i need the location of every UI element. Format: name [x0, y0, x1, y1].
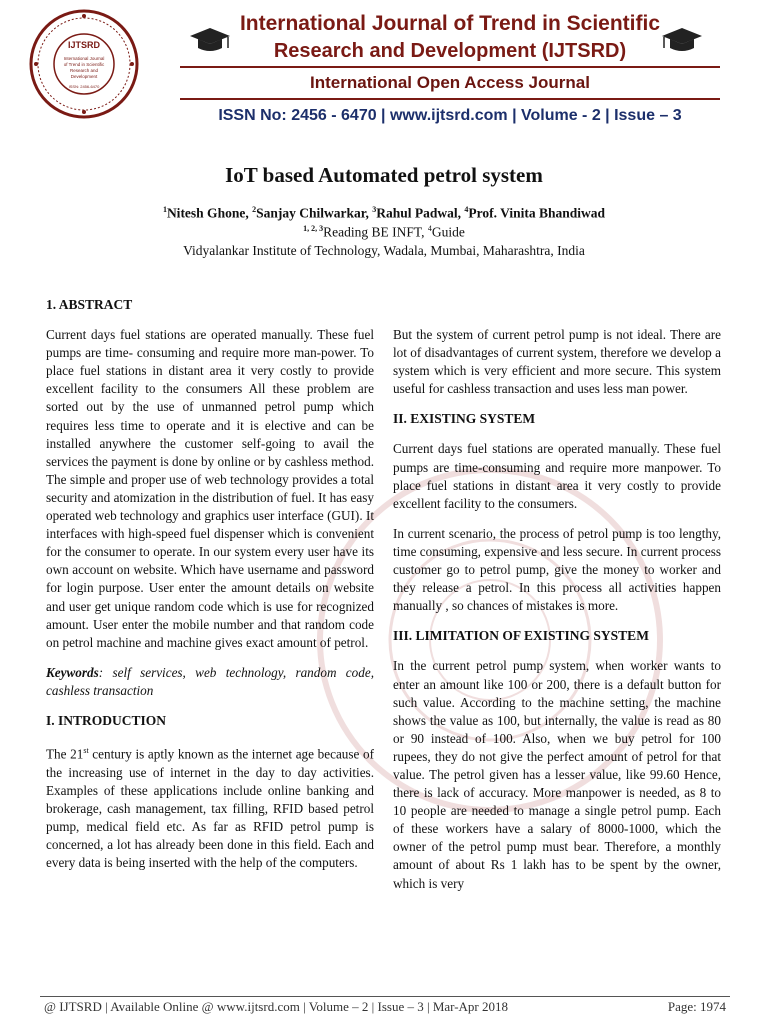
page-number: Page: 1974	[667, 999, 726, 1014]
paper-title: IoT based Automated petrol system	[225, 163, 543, 187]
svg-text:IJTSRD: IJTSRD	[67, 40, 101, 50]
author-name: Prof. Vinita Bhandiwad	[468, 205, 606, 221]
intro-text-pre: The 21	[46, 746, 84, 762]
existing-system-text: In current scenario, the process of petrol pump is too lengthy, time consuming, expensive and less secure. In current process customer go to petrol pump, give the money to worker and they release a petrol. In this process all activities happen manually , so chances of mistakes is more.	[393, 525, 721, 614]
intro-text	[46, 742, 374, 872]
svg-text:of Trend in Scientific: of Trend in Scientific	[63, 62, 105, 67]
intro-text-sup: st	[83, 746, 89, 756]
limitation-text: In the current petrol pump system, when worker wants to enter an amount like 100 or 200, there is a default button for such value. According to the machine setting, the machine shows the value as 100, but internally, the value is read as 80 or 90 instead of 100. Also, when we buy petrol for 100 rupees, they do not give the perfect amount of petrol for that value. The petrol given has a lesser value, like 99.60 Hence, there is lack of accuracy. More manpower is needed, as 8 to 10 people are needed to manage a single petrol pump. Each of these workers have a salary of 8000-1000, which the owner of the petrol pump must bear. Therefore, a monthly amount of about Rs 1 lakh has to be spent by the owner, which is very	[393, 658, 721, 891]
abstract-heading: 1. ABSTRACT	[46, 297, 133, 312]
page-footer	[40, 996, 730, 1017]
affil-sup: 1, 2, 3	[303, 224, 324, 233]
existing-system-heading: II. EXISTING SYSTEM	[393, 411, 536, 427]
journal-title-line1: International Journal of Trend in Scientific	[239, 12, 661, 35]
header-divider	[180, 66, 720, 68]
author-affiliation	[0, 224, 768, 241]
author-sup: 1	[162, 205, 167, 214]
author-name: Rahul Padwal,	[376, 205, 465, 221]
intro-heading: I. INTRODUCTION	[46, 712, 167, 728]
keywords-label: Keywords	[46, 664, 99, 680]
svg-text:ISSN: 2456-6470: ISSN: 2456-6470	[68, 84, 100, 89]
left-column	[46, 296, 374, 884]
svg-text:Research and: Research and	[69, 68, 99, 73]
journal-seal-logo	[28, 8, 140, 120]
author-sup: 2	[252, 205, 257, 214]
affil-text: Reading BE INFT,	[323, 224, 428, 240]
intro-text-post: century is aptly known as the internet age because of the increasing use of internet in the day to day activities. Examples of these applications include online banking and brokerage, cash management, tax filling, RFID based petrol pump, medical field etc. As far as RFID petrol pump is concerned, a lot has already been done in this field. Each and every data is being inserted with the help of the computers.	[46, 746, 374, 871]
journal-header	[0, 0, 768, 140]
svg-text:Development: Development	[70, 74, 98, 79]
right-column	[393, 326, 721, 905]
footer-info: @ IJTSRD | Available Online @ www.ijtsrd.com | Volume – 2 | Issue – 3 | Mar-Apr 2018	[44, 999, 509, 1014]
existing-system-text: Current days fuel stations are operated manually. These fuel pumps are time-consuming and require more manpower. To place fuel stations in distant area it very costly to provide excellent facility to the consumers.	[393, 441, 721, 511]
affil-sup: 4	[427, 224, 432, 233]
keywords-text: : self services, web technology, random code, cashless transaction	[46, 664, 374, 698]
abstract-text: Current days fuel stations are operated manually. These fuel pumps are time- consuming and require more man-power. To place fuel stations in distant area it very costly to provide excellent facility to the consumers All these problem are sorted out by the use of unmanned petrol pump which requires less time to operate and it is elective and can be installed anywhere the customer self-going to avail the services the payment is done by online or by cashless method. The simple and proper use of web technology provides a total security and atomization in the distribution of fuel. It has easy operated web technology and graphics user interface (GUI). It interfaces with high-speed fuel dispenser which is convenient for the consumer to operate. In our system every user have its own account on website. Which have username and password for login purpose. User enter the amount details on website and user get unique random code which is use for recognized amount. User enter the mobile number and that random code on petrol machine and machine gives exact amount of petrol.	[46, 327, 374, 650]
svg-text:International Journal: International Journal	[63, 56, 105, 61]
header-divider	[180, 98, 720, 100]
affil-text: Guide	[431, 224, 465, 240]
journal-title-line2: Research and Development (IJTSRD)	[273, 40, 627, 62]
author-name: Nitesh Ghone,	[166, 205, 253, 221]
issn-line: ISSN No: 2456 - 6470 | www.ijtsrd.com | Volume - 2 | Issue – 3	[218, 107, 682, 124]
author-name: Sanjay Chilwarkar,	[256, 205, 373, 221]
journal-subtitle: International Open Access Journal	[310, 73, 590, 92]
limitation-heading: III. LIMITATION OF EXISTING SYSTEM	[393, 628, 649, 644]
author-list	[0, 205, 768, 222]
author-sup: 3	[372, 205, 377, 214]
author-sup: 4	[464, 205, 469, 214]
keywords	[46, 664, 374, 700]
right-paragraph: But the system of current petrol pump is not ideal. There are lot of disadvantages of current system, therefore we develop a system which is very efficient and more secure. This system useful for cashless transaction and uses less man power.	[393, 327, 721, 397]
institution: Vidyalankar Institute of Technology, Wadala, Mumbai, Maharashtra, India	[183, 243, 585, 258]
